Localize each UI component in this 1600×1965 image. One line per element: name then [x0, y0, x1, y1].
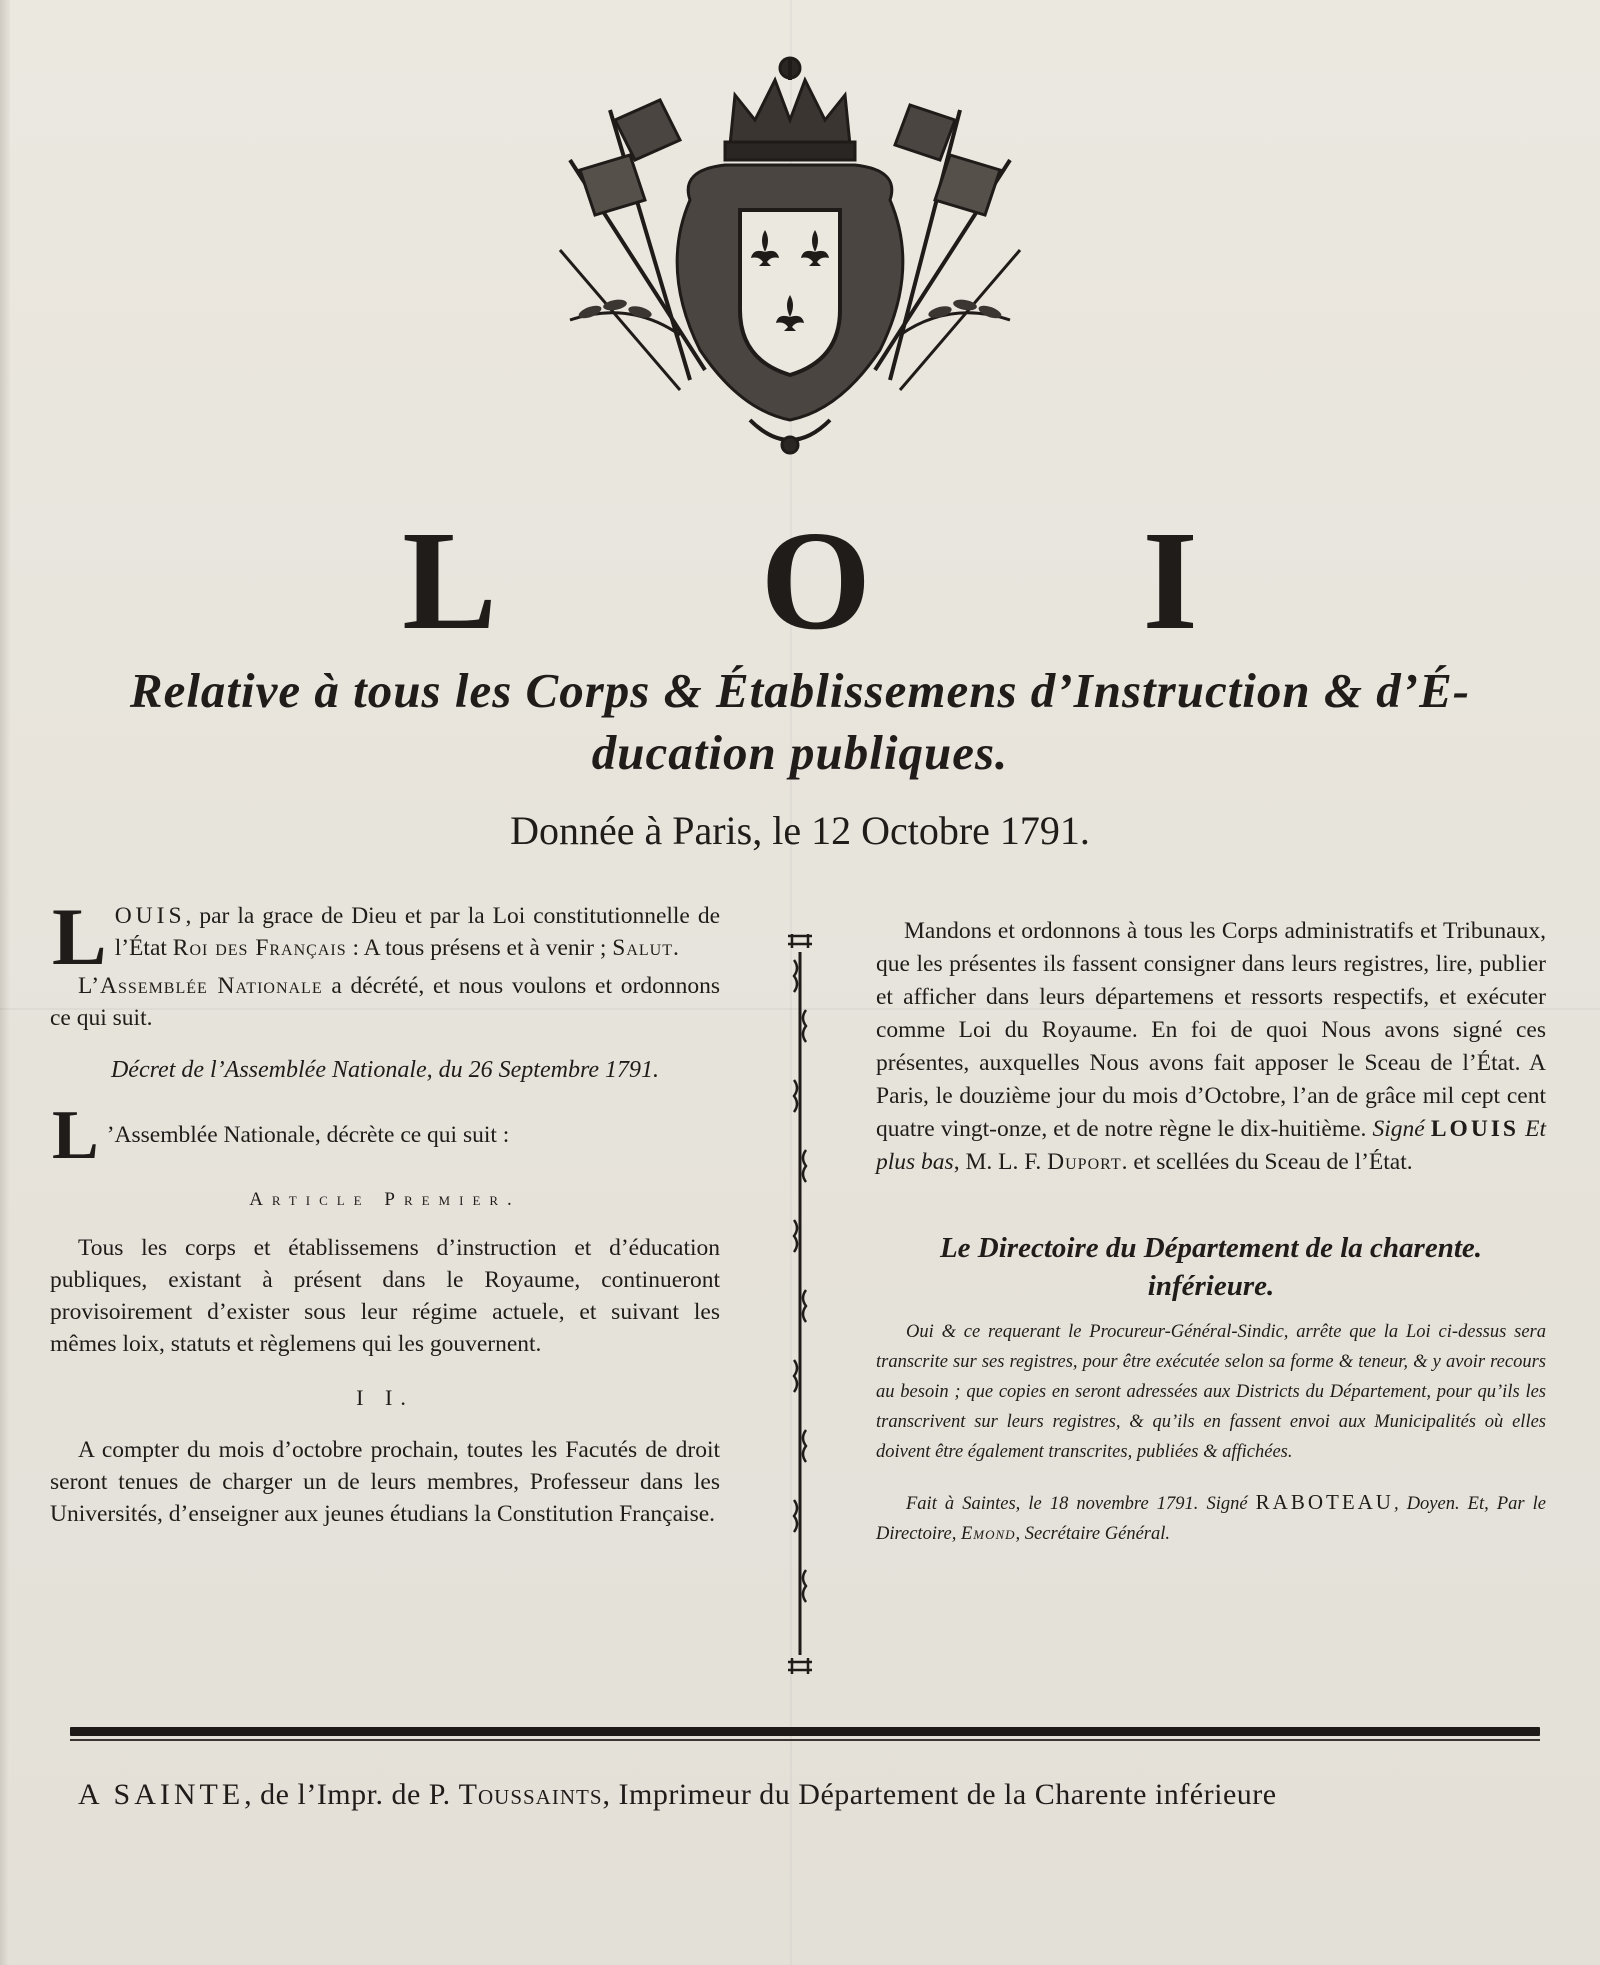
printer-imprint — [78, 1778, 1538, 1812]
assemblee-text: a décrété, et nous voulons et ordonnons ce qui suit. — [50, 973, 720, 1031]
opening-text-2: : A tous présens et à venir ; — [346, 935, 613, 961]
mandons-text-2: , M. L. F. — [953, 1149, 1048, 1175]
article-2-text: A compter du mois d’octobre prochain, toutes les Facutés de droit seront tenues de charger un de leurs membres, Professeur dans les Universités, d’enseigner aux jeunes étudians la Constitution Française. — [50, 1437, 720, 1527]
louis-signature: LOUIS — [1430, 1116, 1519, 1142]
fait-paragraph — [876, 1487, 1546, 1549]
et-plus-bas: Et plus bas — [876, 1116, 1547, 1175]
subtitle-line-1: Relative à tous les Corps & Établissemens d’Instruction & d’É- — [129, 663, 1471, 718]
opening-paragraph — [50, 891, 720, 982]
duport-name: Duport — [1047, 1149, 1122, 1175]
fait-text-2: , Doyen. Et, Par le Directoire, — [876, 1494, 1547, 1544]
fait-text-1: Fait à Saintes, le 18 novembre 1791. Signé — [906, 1494, 1256, 1514]
assemblee-smallcaps: L’Assemblée Nationale — [78, 973, 323, 999]
directoire-line-1: Le Directoire du Département de la charente. — [939, 1232, 1483, 1264]
emond-name: Emond — [960, 1524, 1016, 1544]
left-column — [50, 891, 720, 1530]
imprint-text-2: , Imprimeur du Département de la Charente inférieure — [602, 1778, 1277, 1811]
assemblee-paragraph — [50, 970, 720, 1034]
mandons-text-1: Mandons et ordonnons à tous les Corps administratifs et Tribunaux, que les présentes ils fassent consigner dans leurs registres, lire, publier et afficher dans leurs départemens et ressorts respectifs, et exécuter comme Loi du Royaume. En foi de quoi Nous avons signé ces présentes, auxquelles Nous avons fait apposer le Sceau de l’État. A Paris, le douzième jour du mois d’Octobre, l’an de grâce mil cept cent quatre vingt-onze, et de notre règne le dix-huitième. — [876, 918, 1546, 1142]
fait-text-3: , Secrétaire Général. — [1015, 1524, 1170, 1544]
imprint-text-1: , de l’Impr. de P. — [244, 1778, 459, 1811]
article-1-text: Tous les corps et établissemens d’instruction et d’éducation publiques, existant à présent dans le Royaume, continueront provisoirement d’exister sous leur régime actuele, et suivant les mêmes loix, statuts et règlemens qui les gouvernent. — [50, 1235, 720, 1357]
footer-rule-thin — [70, 1739, 1540, 1741]
footer-rule — [70, 1727, 1540, 1736]
article-2-heading: I I. — [356, 1385, 414, 1410]
decret-heading: Décret de l’Assemblée Nationale, du 26 Septembre 1791. — [110, 1057, 660, 1083]
document-title: L O I — [402, 501, 1316, 659]
subtitle-line-2: ducation publiques. — [591, 725, 1009, 780]
decree-dropcap: L — [52, 1097, 99, 1174]
directoire-heading — [876, 1229, 1546, 1305]
opening-smallcaps-2: Salut. — [612, 935, 680, 961]
royal-coat-of-arms-emblem — [540, 50, 1040, 465]
imprint-toussaints: Toussaints — [458, 1778, 603, 1811]
opening-smallcaps-1: Roi des Français — [172, 935, 347, 961]
imprint-a-sainte: A SAINTE — [78, 1778, 245, 1811]
issue-date-line: Donnée à Paris, le 12 Octobre 1791. — [510, 808, 1090, 853]
ornamental-column-divider — [782, 930, 818, 1680]
opening-dropcap: L — [52, 891, 107, 982]
opening-name: OUIS — [114, 903, 186, 929]
mandons-text-3: . et scellées du Sceau de l’État. — [1121, 1149, 1413, 1175]
document-subtitle — [40, 660, 1560, 784]
paper-edge-shadow — [0, 0, 10, 1965]
oui-paragraph: Oui & ce requerant le Procureur-Général-Sindic, arrête que la Loi ci-dessus sera transcrite sur ses registres, pour être exécutée selon sa forme & teneur, & y avoir recours au besoin ; que copies en seront adressées aux Districts du Département, pour qu’ils les transcrivent sur leurs registres, & qu’ils en fassent envoi aux Municipalités où elles doivent être également transcrites, publiées & affichées. — [876, 1322, 1546, 1462]
directoire-line-2: inférieure. — [1147, 1270, 1275, 1302]
article-premier-heading: Article Premier. — [249, 1189, 521, 1210]
signe-label: Signé — [1372, 1116, 1425, 1142]
decree-intro-text: ’Assemblée Nationale, décrète ce qui suit : — [106, 1122, 510, 1148]
raboteau-signature: RABOTEAU — [1255, 1490, 1394, 1514]
opening-text-1: , par la grace de Dieu et par la Loi constitutionnelle de l’État — [114, 903, 720, 961]
right-column — [876, 915, 1546, 1549]
decree-intro-paragraph — [50, 1097, 720, 1174]
mandons-paragraph — [876, 915, 1546, 1179]
